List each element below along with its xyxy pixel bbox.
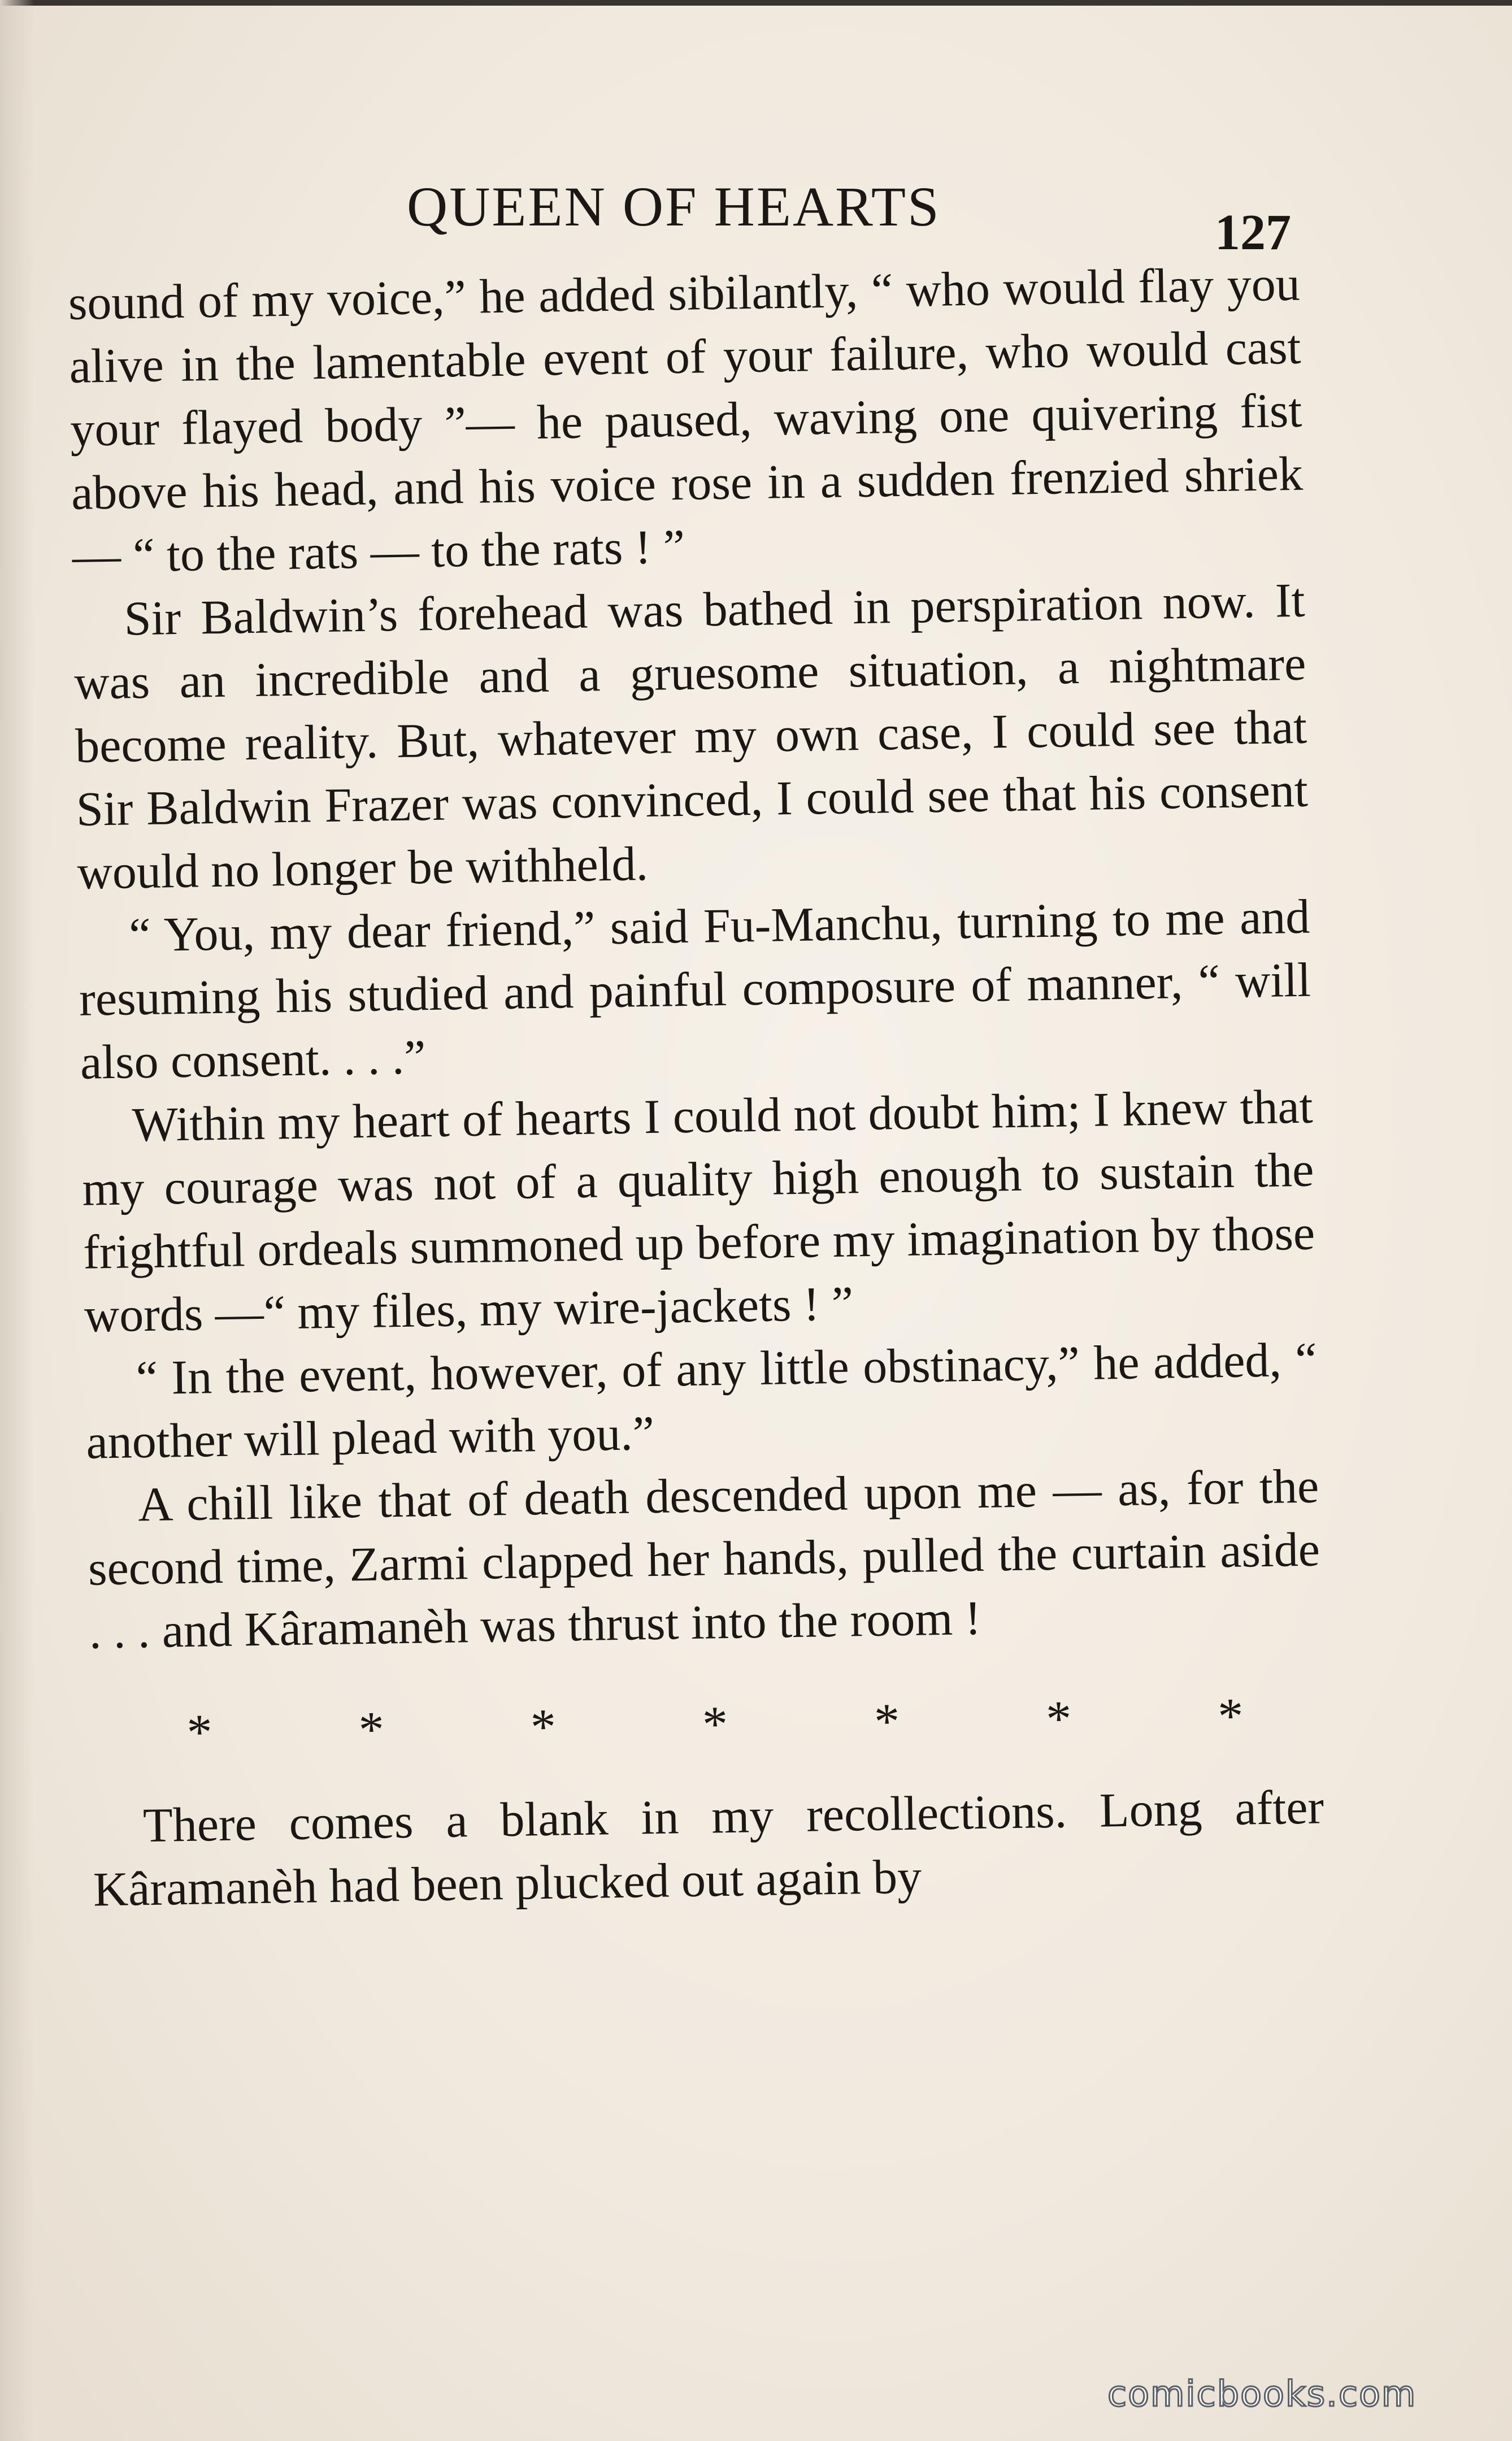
page-top-edge: [0, 0, 1512, 6]
page-header: [0, 164, 1512, 266]
page-number: 127: [1215, 205, 1291, 260]
section-break-asterisk: *: [702, 1696, 728, 1753]
paragraph-1: sound of my voice,” he added sibilantly, “ who would flay you alive in the lamentable event of your failure, who would cast your flayed body ”— he paused, waving one quivering fist above his head, and his voice rose in a sudden frenzied shriek — “ to the rats — to the rats ! ”: [68, 256, 1304, 583]
section-break-asterisk: *: [1217, 1688, 1244, 1745]
section-break-asterisk: *: [530, 1699, 557, 1756]
section-break-asterisk: *: [186, 1704, 213, 1761]
paragraph-6: A chill like that of death descended upon me — as, for the second time, Zarmi clapped her hands, pulled the curtain aside . . . and Kâramanèh was thrust into the room !: [88, 1458, 1320, 1659]
closing-paragraph: There comes a blank in my recollections. Long after Kâramanèh had been plucked out again by: [93, 1779, 1324, 1917]
gutter-shadow: [0, 0, 34, 2441]
running-head: QUEEN OF HEARTS: [407, 175, 941, 238]
section-break-asterisk: *: [358, 1701, 385, 1758]
body-text: [68, 252, 1326, 1921]
paragraph-2: Sir Baldwin’s forehead was bathed in perspiration now. It was an incredible and a gruesome situation, a nightmare become reality. But, whatever my own case, I could see that Sir Baldwin Frazer was convinced, I could see that his consent would no longer be withheld.: [73, 572, 1309, 900]
section-break: [90, 1683, 1323, 1766]
watermark: comicbooks.com: [1107, 2373, 1417, 2414]
paragraph-4: Within my heart of hearts I could not doubt him; I knew that my courage was not of a quality high enough to sustain the frightful ordeals summoned up before my imagination by those words —“ my files, my wire-jackets ! ”: [81, 1079, 1315, 1343]
section-break-asterisk: *: [1045, 1691, 1072, 1748]
paragraph-5: “ In the event, however, of any little obstinacy,” he added, “ another will plead with you.”: [85, 1332, 1318, 1469]
paragraph-3: “ You, my dear friend,” said Fu-Manchu, turning to me and resuming his studied and painful composure of manner, “ will also consent. . . .”: [79, 889, 1311, 1089]
section-break-asterisk: *: [874, 1693, 900, 1750]
